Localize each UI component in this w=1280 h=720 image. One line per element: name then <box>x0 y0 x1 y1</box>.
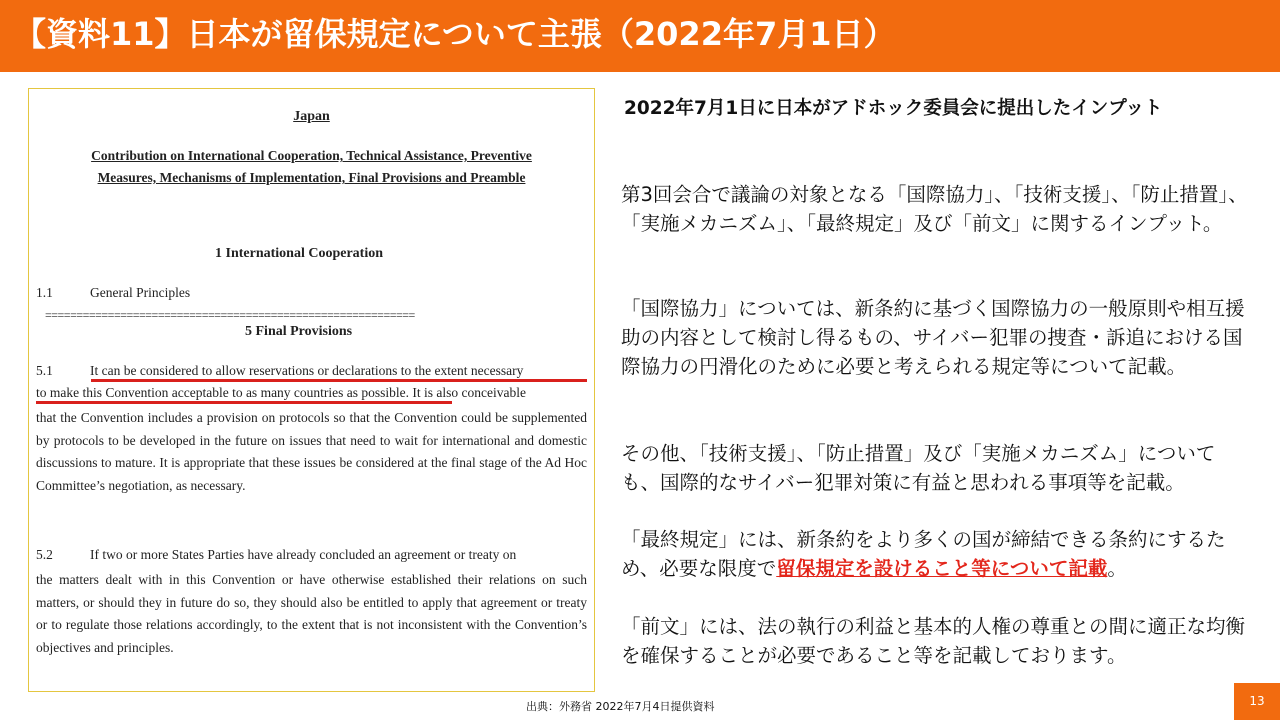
body-paragraph-5: 「前文」には、法の執行の利益と基本的人権の尊重との間に適正な均衡を確保することが必要であること等を記載しております。 <box>621 615 1246 667</box>
body-paragraph-2: 「国際協力」については、新条約に基づく国際協力の一般原則や相互援助の内容として検討し得るもの、サイバー犯罪の捜査・訴追における国際協力の円滑化のために必要と考えられる規定等について記載。 <box>621 297 1245 378</box>
p4-text: 「最終規定」には、新条約をより多くの国が締結できる条約にするため、必要な限度で <box>621 528 1226 580</box>
body-paragraph-1: 第3回会合で議論の対象となる「国際協力」、「技術支援」、「防止措置」、「実施メカニズム」、「最終規定」及び「前文」に関するインプット。 <box>621 183 1248 235</box>
title-bar <box>0 0 1280 72</box>
doc-p52-number: 5.2 <box>36 547 53 562</box>
doc-contribution-line1: Contribution on International Cooperation, Technical Assistance, Preventive <box>91 148 532 163</box>
red-underline-2 <box>36 401 452 404</box>
p4-emphasis: 留保規定を設けること等について記載 <box>776 557 1108 580</box>
slide-title: 【資料11】日本が留保規定について主張（2022年7月1日） <box>14 15 896 53</box>
doc-p51-highlight: to make this Convention acceptable to as many countries as possible. <box>36 385 410 400</box>
doc-section1-title: 1 International Cooperation <box>215 246 383 261</box>
doc-contribution-line2: Measures, Mechanisms of Implementation, Final Provisions and Preamble <box>97 170 526 185</box>
doc-subsection-number: 1.1 <box>36 285 53 300</box>
body-paragraph-3: その他、「技術支援」、「防止措置」及び「実施メカニズム」についても、国際的なサイバー犯罪対策に有益と思われる事項等を記載。 <box>621 442 1216 494</box>
doc-p51-number: 5.1 <box>36 363 53 378</box>
page-number: 13 <box>1234 683 1280 720</box>
doc-p51-line2 <box>36 385 526 401</box>
document-excerpt <box>28 88 595 692</box>
source-caption: 出典：外務省 2022年7月4日提供資料 <box>526 700 715 713</box>
doc-separator: =========================================================== <box>45 308 415 322</box>
doc-section5-title: 5 Final Provisions <box>245 324 353 339</box>
doc-p51-line2-rest: It is also conceivable <box>409 385 527 400</box>
p4-end: 。 <box>1107 557 1127 580</box>
doc-country: Japan <box>293 109 330 124</box>
doc-p52-first: If two or more States Parties have already concluded an agreement or treaty on <box>90 547 517 562</box>
right-heading: 2022年7月1日に日本がアドホック委員会に提出したインプット <box>624 98 1163 119</box>
doc-p51-rest: that the Convention includes a provision on protocols so that the Convention could be supplemented by protocols to be developed in the future on issues that need to wait for international and domestic discussions to mature. It is appropriate that these issues be considered at the final stage of the Ad Hoc Committee’s negotiation, as necessary. <box>36 410 587 493</box>
red-underline-1 <box>91 379 587 382</box>
body-paragraph-4 <box>621 525 1251 583</box>
doc-p52-rest: the matters dealt with in this Convention or have otherwise established their relations on such matters, or should they in future do so, they should also be entitled to apply that agreement or treaty or to regulate those relations accordingly, to the extent that is not inconsistent with the Convention’s objectives and principles. <box>36 572 587 655</box>
doc-p51-line1: It can be considered to allow reservations or declarations to the extent necessary <box>90 363 524 378</box>
doc-subsection-title: General Principles <box>90 285 191 300</box>
